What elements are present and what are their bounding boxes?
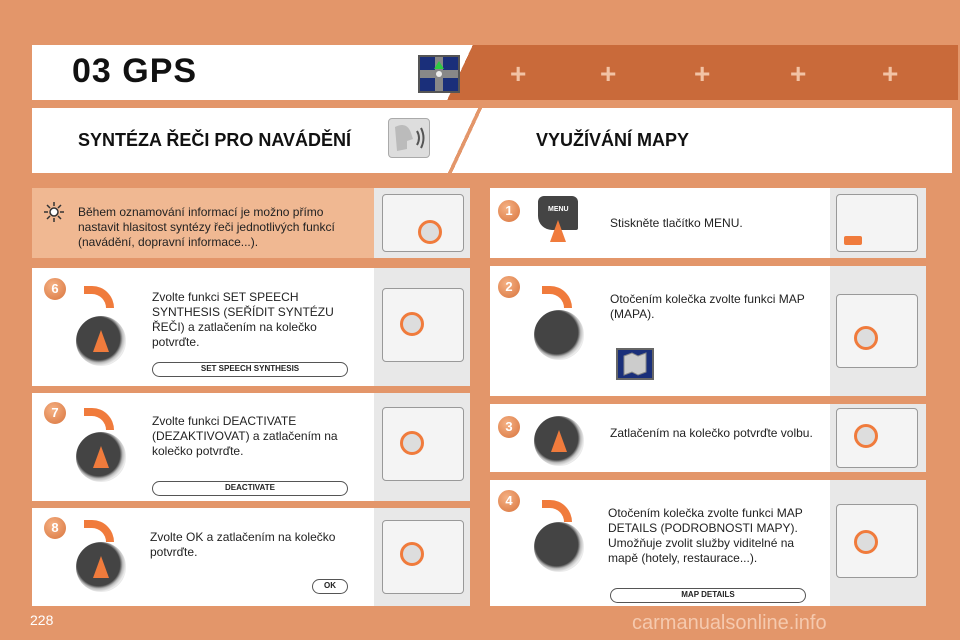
- step-text-2: Otočením kolečka zvolte funkci MAP (MAPA).: [610, 292, 805, 321]
- gps-crossroad-icon: [418, 55, 460, 93]
- push-arrow-icon: [551, 430, 567, 452]
- step-badge-7: 7: [42, 400, 68, 426]
- step-text-1: Stiskněte tlačítko MENU.: [610, 216, 743, 230]
- decor-plus-icon: +: [510, 58, 527, 89]
- radio-illustration: [374, 508, 470, 606]
- radio-illustration: [830, 480, 926, 606]
- heading-slant: [430, 108, 500, 173]
- watermark: carmanualsonline.info: [632, 612, 827, 634]
- info-text: Během oznamování informací je možno přímo nastavit hlasitost syntézy řeči jednotlivých funkcí (navádění, dopravní informace...).: [78, 205, 335, 249]
- step-badge-6: 6: [42, 276, 68, 302]
- radio-illustration: [374, 188, 470, 258]
- radio-illustration: [830, 266, 926, 396]
- menu-label-set-speech-synthesis: SET SPEECH SYNTHESIS: [152, 362, 348, 377]
- push-arrow-icon: [93, 556, 109, 578]
- radio-illustration: [374, 393, 470, 501]
- push-arrow-icon: [93, 446, 109, 468]
- knob-icon: [534, 310, 584, 360]
- menu-label-map-details: MAP DETAILS: [610, 588, 806, 603]
- page-number: 228: [30, 612, 54, 628]
- step-badge-2: 2: [496, 274, 522, 300]
- step-text-3: Zatlačením na kolečko potvrďte volbu.: [610, 426, 813, 440]
- push-arrow-icon: [550, 220, 566, 242]
- radio-illustration: [374, 268, 470, 386]
- speech-synthesis-icon: [388, 118, 430, 158]
- step-text-6: Zvolte funkci SET SPEECH SYNTHESIS (SEŘÍDIT SYNTÉZU ŘEČI) a zatlačením na kolečko potvrďte.: [152, 290, 334, 349]
- step-badge-4: 4: [496, 488, 522, 514]
- step-text-7: Zvolte funkci DEACTIVATE (DEZAKTIVOVAT) a zatlačením na kolečko potvrďte.: [152, 414, 338, 458]
- radio-illustration: [830, 404, 926, 472]
- tip-icon: [44, 202, 64, 222]
- menu-label-deactivate: DEACTIVATE: [152, 481, 348, 496]
- decor-plus-icon: +: [882, 58, 899, 89]
- decor-plus-icon: +: [600, 58, 617, 89]
- chapter-title: 03 GPS: [72, 52, 198, 90]
- decor-plus-icon: +: [790, 58, 807, 89]
- step-badge-1: 1: [496, 198, 522, 224]
- menu-button-icon: MENU: [538, 196, 578, 230]
- step-text-4: Otočením kolečka zvolte funkci MAP DETAILS (PODROBNOSTI MAPY). Umožňuje zvolit služby viditelné na mapě (hotely, restaurace...).: [608, 506, 803, 565]
- step-badge-8: 8: [42, 515, 68, 541]
- right-heading: VYUŽÍVÁNÍ MAPY: [536, 130, 690, 150]
- step-badge-3: 3: [496, 414, 522, 440]
- radio-illustration: [830, 188, 926, 258]
- map-icon: [616, 348, 654, 380]
- knob-icon: [534, 522, 584, 572]
- left-heading: SYNTÉZA ŘEČI PRO NAVÁDĚNÍ: [78, 130, 352, 150]
- menu-label-ok: OK: [312, 579, 348, 594]
- step-text-8: Zvolte OK a zatlačením na kolečko potvrďte.: [150, 530, 336, 559]
- decor-plus-icon: +: [694, 58, 711, 89]
- push-arrow-icon: [93, 330, 109, 352]
